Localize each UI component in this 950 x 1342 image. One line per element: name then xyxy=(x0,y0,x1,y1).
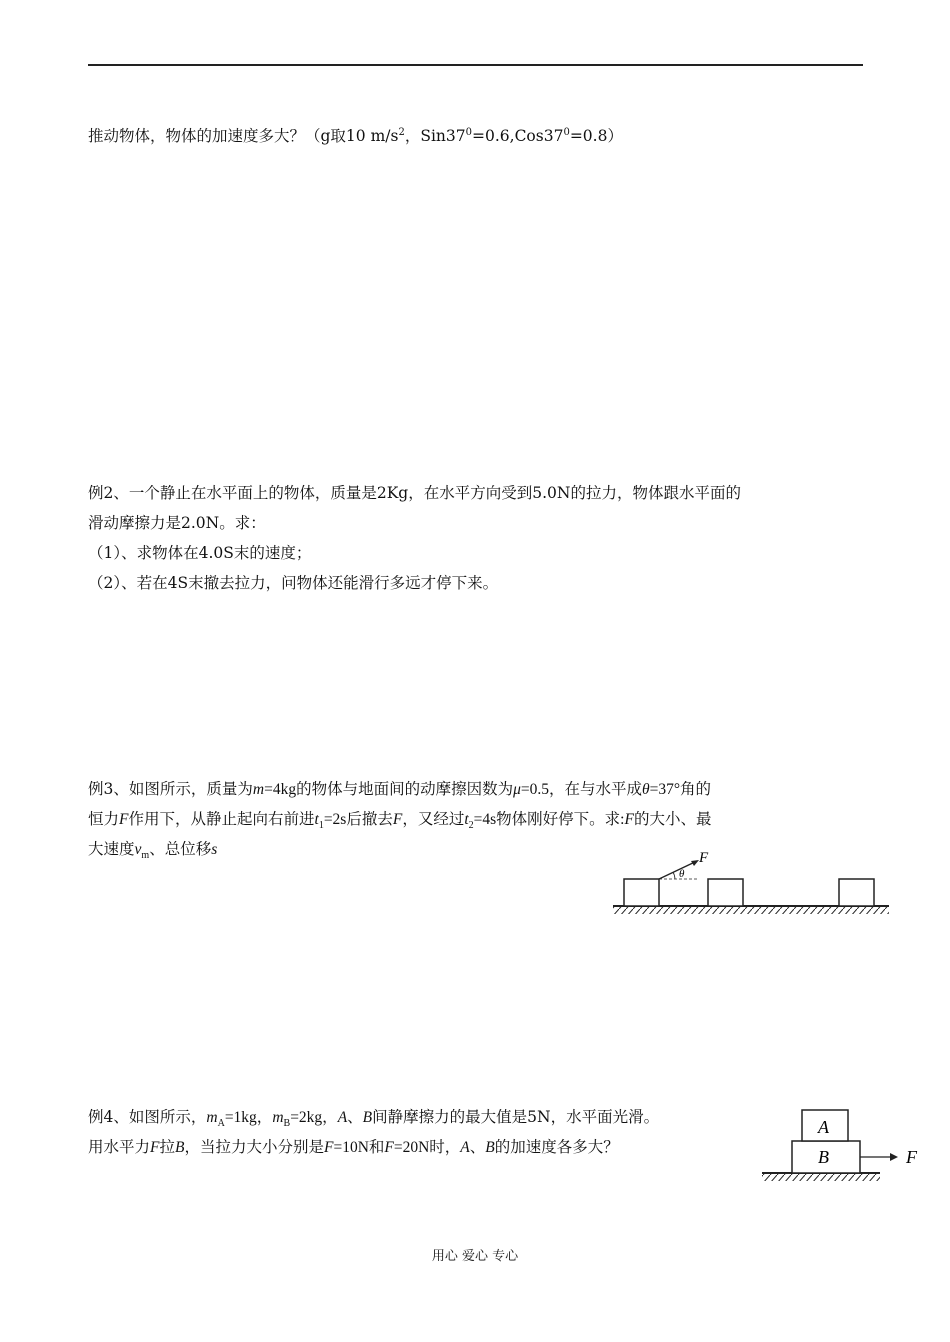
header-rule xyxy=(88,64,863,66)
block-middle xyxy=(708,879,743,906)
ground-hatch xyxy=(762,1173,880,1181)
ex4-figure xyxy=(756,1103,936,1183)
footer: 用心 爱心 专心 xyxy=(431,1249,519,1264)
block-A-label: A xyxy=(818,1117,829,1137)
force-label: F xyxy=(699,850,709,866)
force-arrowhead xyxy=(890,1153,898,1161)
ex2-line-1: 例2、一个静止在水平面上的物体，质量是2Kg，在水平方向受到5.0N的拉力，物体跟水平面的 xyxy=(88,484,741,502)
force-label: F xyxy=(906,1147,917,1167)
angle-label: θ xyxy=(679,868,685,880)
ex3-line-2: 恒力F作用下，从静止起向右前进$t_1=2s$后撤去F，又经过$t_2=4s$物体刚好停下。求:F的大小、最 xyxy=(88,810,712,832)
ex4-line-1: 例4、如图所示，$m_A=1kg$，$m_B=2kg$，A、B间静摩擦力的最大值是5N，水平面光滑。 xyxy=(88,1108,660,1130)
ground-hatch xyxy=(613,906,889,914)
q1-tail-line: 推动物体，物体的加速度多大？（g取10 $m/s^2$，$Sin37^0=0.6,Cos37^0=0.8$） xyxy=(88,126,623,145)
force-arrowhead xyxy=(691,860,699,866)
ex3-figure xyxy=(605,845,895,917)
block-start xyxy=(624,879,659,906)
ex2-line-2: 滑动摩擦力是2.0N。求： xyxy=(88,514,266,532)
ex2-line-4: （2）、若在4S末撤去拉力，问物体还能滑行多远才停下来。 xyxy=(88,574,499,592)
ex2-line-3: （1）、求物体在4.0S末的速度； xyxy=(88,544,312,562)
ex3-line-3: 大速度$v_m$、总位移s xyxy=(88,840,218,862)
block-end xyxy=(839,879,874,906)
force-arrow xyxy=(659,861,697,879)
ex4-line-2: 用水平力F拉B，当拉力大小分别是F=10N和F=20N时，A、B的加速度各多大？ xyxy=(88,1138,619,1156)
ex3-line-1: 例3、如图所示，质量为m=4kg的物体与地面间的动摩擦因数为μ=0.5，在与水平成θ=37°角的 xyxy=(88,780,712,798)
angle-arc xyxy=(673,872,675,879)
block-B-label: B xyxy=(818,1147,829,1167)
